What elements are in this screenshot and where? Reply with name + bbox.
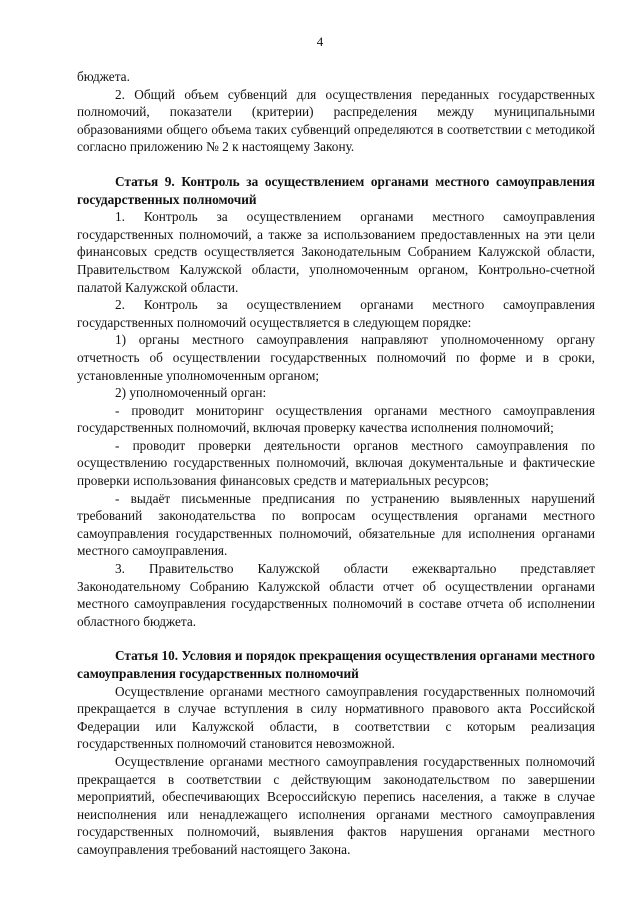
paragraph: Осуществление органами местного самоуправления государственных полномочий прекращается в случае вступления в силу нормативного правового акта Российской Федерации или Калужской области, в соответствии с которым реализация государственных полномочий становится невозможной. (77, 683, 595, 752)
paragraph: бюджета. (77, 69, 130, 84)
paragraph: - проводит мониторинг осуществления органами местного самоуправления государственных полномочий, включая проверку качества исполнения полномочий; (77, 402, 595, 436)
paragraph: - выдаёт письменные предписания по устранению выявленных нарушений требований законодательства по вопросам осуществления органами местного самоуправления государственных полномочий, обязательные для исполнения органами местного самоуправления. (77, 490, 595, 559)
paragraph: 3. Правительство Калужской области ежеквартально представляет Законодательному Собранию Калужской области отчет об осуществлении органами местного самоуправления государственных полномочий в составе отчета об исполнении областного бюджета. (77, 561, 595, 629)
section-gap (77, 156, 595, 173)
article-heading: Статья 9. Контроль за осуществлением органами местного самоуправления государственных полномочий (77, 173, 595, 207)
paragraph: - проводит проверки деятельности органов местного самоуправления по осуществлению государственных полномочий, включая документальные и фактические проверки использования финансовых средств и материальных ресурсов; (77, 437, 595, 489)
paragraph: 1) органы местного самоуправления направляют уполномоченному органу отчетность об осуществлении государственных полномочий по форме и в сроки, установленные уполномоченным органом; (77, 332, 595, 383)
paragraph: 1. Контроль за осуществлением органами местного самоуправления государственных полномочий, а также за использованием предоставленных на эти цели финансовых средств осуществляется Законодательным Собранием Калужской области, Правительством Калужской области, уполномоченным органом, Контрольно-счетной палатой Калужской области. (77, 209, 595, 295)
paragraph: Осуществление органами местного самоуправления государственных полномочий прекращается в соответствии с действующим законодательством по завершении мероприятий, обеспечивающих Всероссийскую перепись населения, а также в случае неисполнения или ненадлежащего исполнения органами местного самоуправления государственных полномочий, выявления фактов нарушения органами местного самоуправления требований настоящего Закона. (77, 753, 595, 857)
article-heading: Статья 10. Условия и порядок прекращения осуществления органами местного самоуправления государственных полномочий (77, 648, 595, 681)
paragraph: 2) уполномоченный орган: (115, 385, 267, 401)
paragraph: 2. Контроль за осуществлением органами местного самоуправления государственных полномочий осуществляется в следующем порядке: (77, 297, 595, 330)
page-number: 4 (316, 34, 324, 49)
section-gap (77, 630, 595, 647)
paragraph: 2. Общий объем субвенций для осуществления переданных государственных полномочий, показатели (критерии) распределения между муниципальными образованиями общего объема таких субвенций определяются в соответствии с методикой согласно приложению № 2 к настоящему Закону. (77, 86, 595, 155)
document-body (77, 68, 595, 859)
